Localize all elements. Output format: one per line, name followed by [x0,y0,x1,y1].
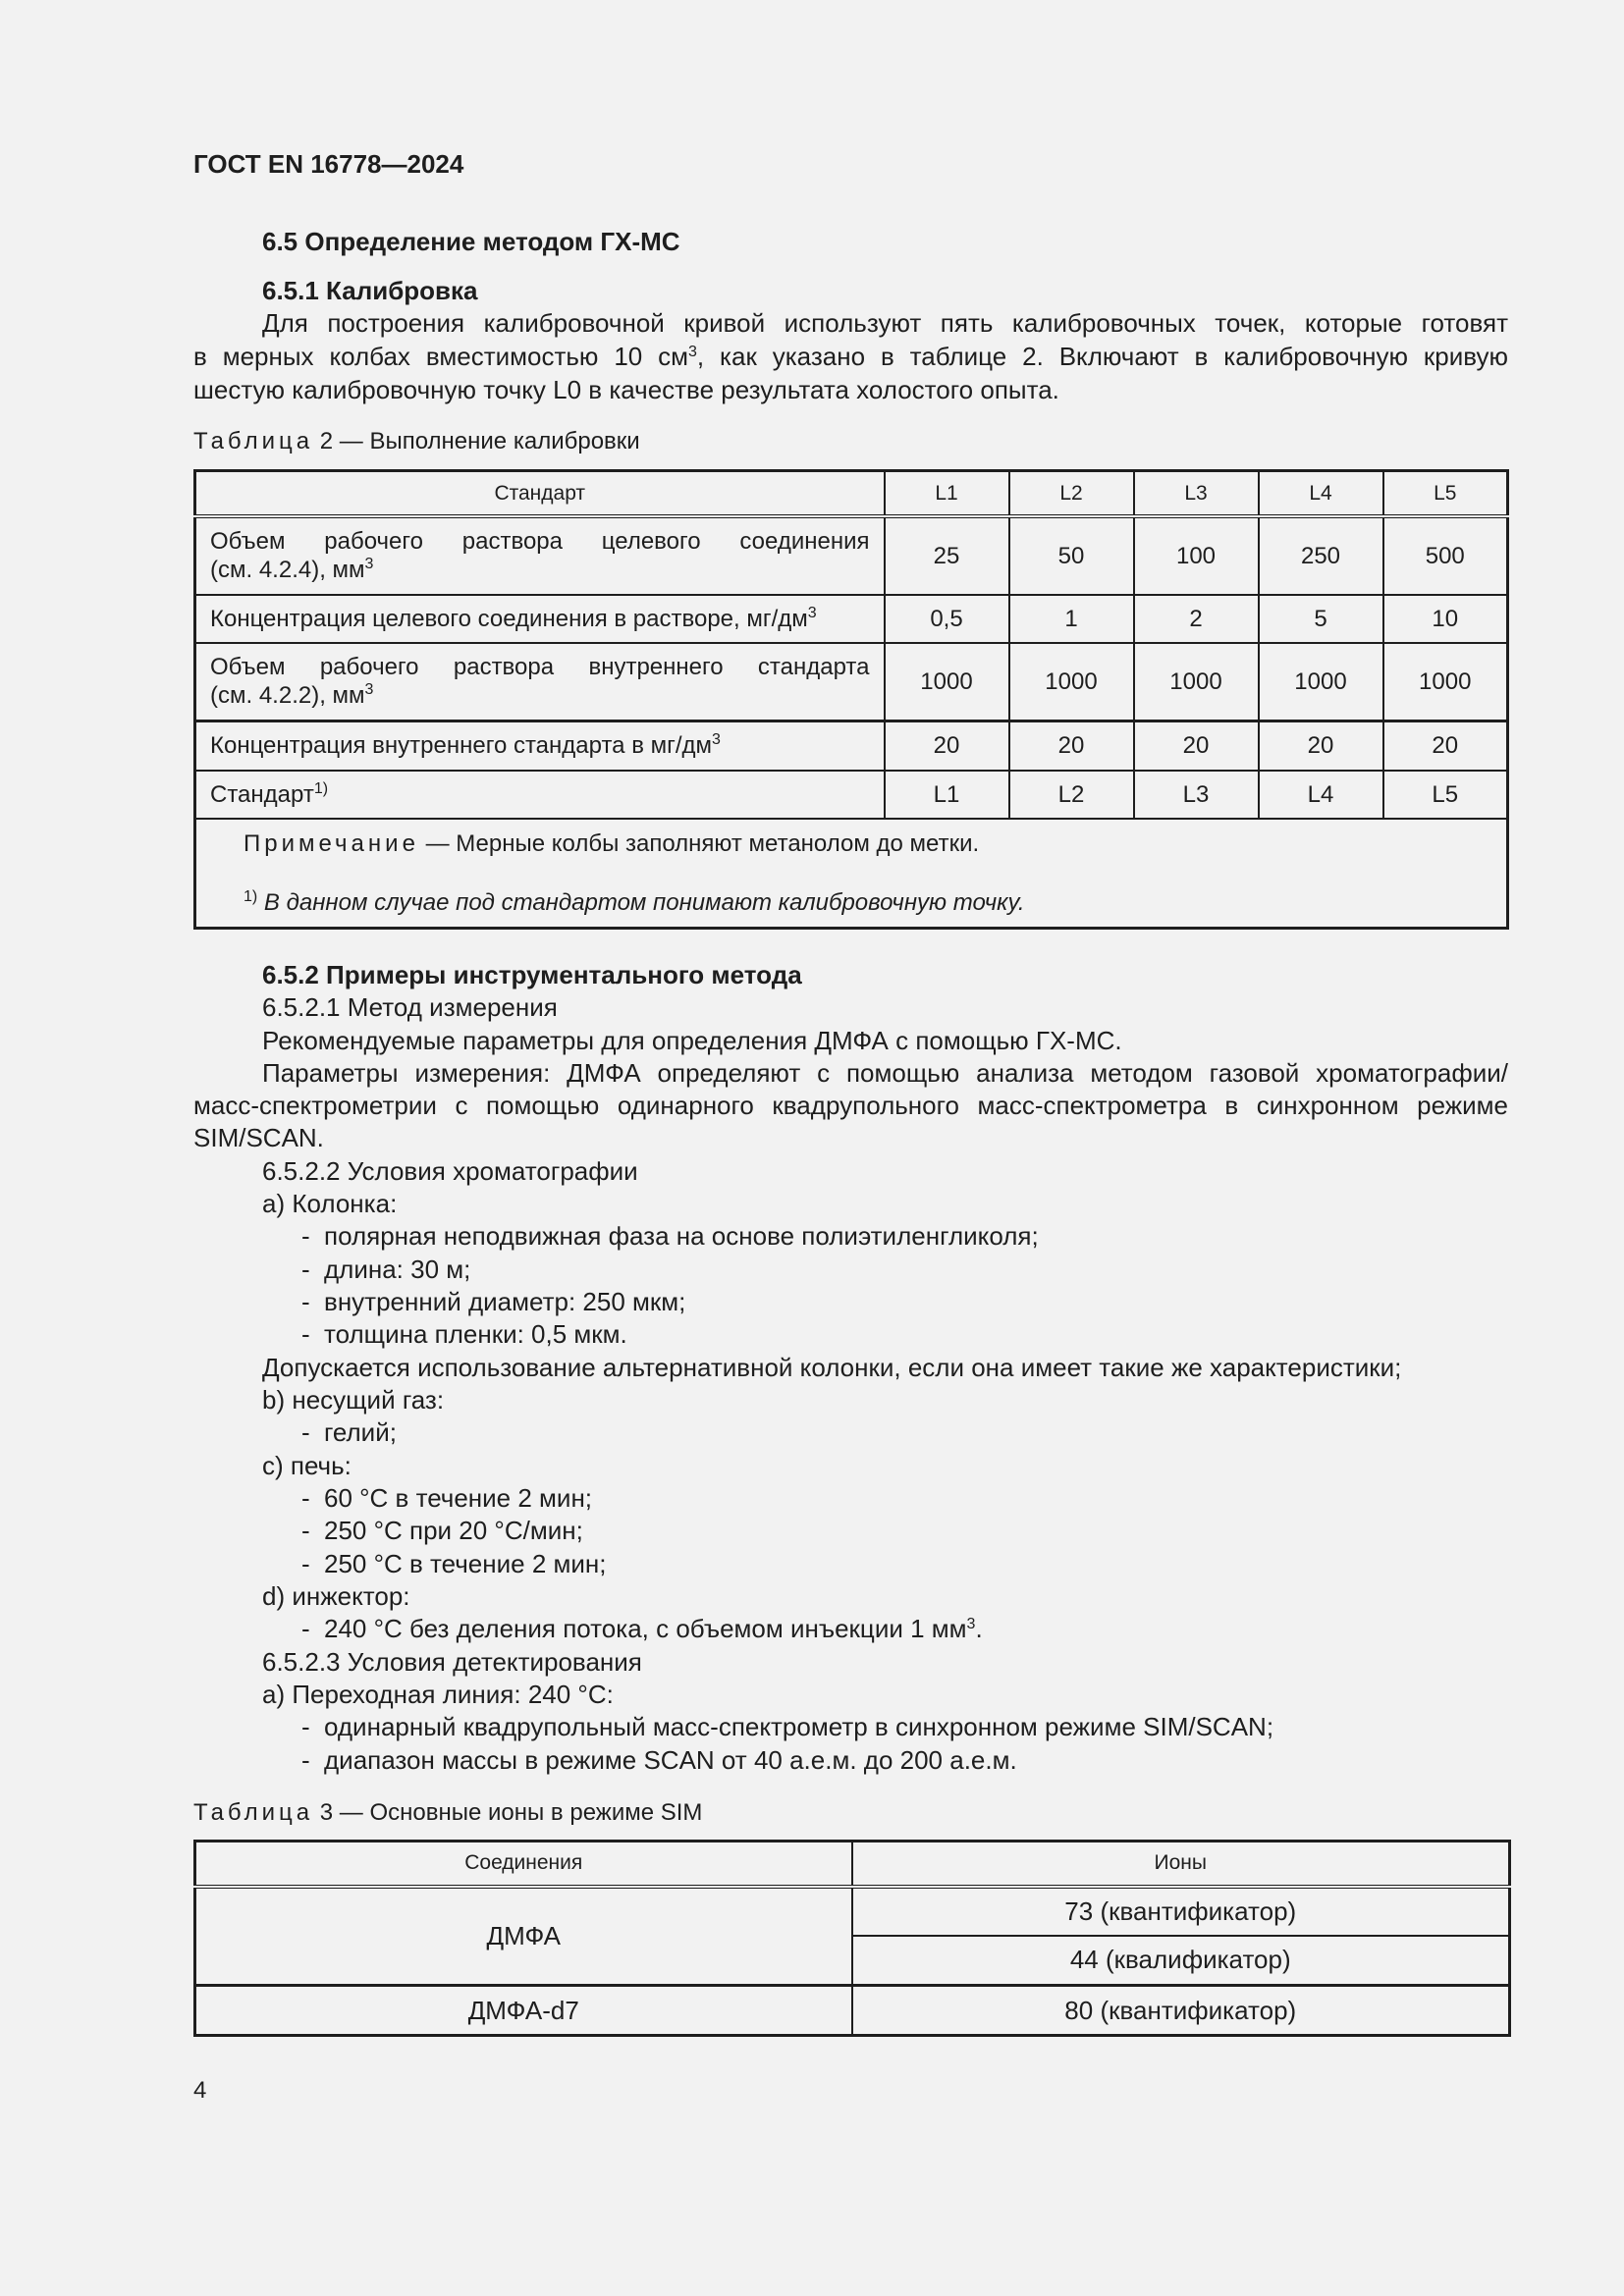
page-number: 4 [193,2077,207,2104]
list-item: 60 °С в течение 2 мин; [324,1483,593,1513]
cell: L2 [1009,771,1134,819]
dash: - [301,1712,310,1741]
calibration-table [193,469,1509,930]
dash: - [301,1549,310,1578]
cell: 1000 [1259,643,1383,721]
cell: 5 [1259,595,1383,643]
table-row [195,516,1508,595]
table-row [195,1986,1510,2036]
header-cell: L5 [1383,471,1508,516]
cell: 1000 [1383,643,1508,721]
ions-table [193,1840,1511,2037]
compound-cell: ДМФА [195,1887,852,1986]
dash: - [301,1516,310,1545]
compound-cell: ДМФА-d7 [195,1986,852,2036]
dash: - [301,1287,310,1316]
cell: 20 [1383,721,1508,771]
table-row [195,771,1508,819]
dash: - [301,1221,310,1251]
cell: 10 [1383,595,1508,643]
cell: 0,5 [885,595,1009,643]
paragraph-line: Для построения калибровочной кривой используют пять калибровочных точек, которые готовят [262,308,1508,338]
document-header: ГОСТ EN 16778—2024 [193,149,464,179]
paragraph-line: Допускается использование альтернативной колонки, если она имеет такие же характеристики; [262,1353,1402,1382]
row-label: Концентрация внутреннего стандарта в $мг/дм^3$ [195,721,885,771]
cell: 20 [1134,721,1259,771]
list-item: длина: 30 м; [324,1255,471,1284]
list-item: толщина пленки: 0,5 мкм. [324,1319,627,1349]
list-item: внутренний диаметр: 250 мкм; [324,1287,686,1316]
table-row [195,595,1508,643]
list-item: c) печь: [262,1451,352,1480]
cell: 1 [1009,595,1134,643]
cell: L4 [1259,771,1383,819]
subsection-title: 6.5.1 Калибровка [262,276,478,305]
list-item: b) несущий газ: [262,1385,445,1415]
table-note-row [195,819,1508,929]
dash: - [301,1255,310,1284]
subsection-title: 6.5.2 Примеры инструментального метода [262,960,802,989]
table-caption: Таблица 3 — Основные ионы в режиме SIM [193,1799,703,1826]
header-cell: Стандарт [195,471,885,516]
list-item: a) Переходная линия: 240 °С: [262,1680,614,1709]
dash: - [301,1614,310,1643]
ion-cell: 80 (квантификатор) [852,1986,1510,2036]
paragraph-line: в мерных колбах вместимостью 10 $см^3$, как указано в таблице 2. Включают в калибровочную кривую [193,342,1508,371]
cell: 2 [1134,595,1259,643]
paragraph-line: шестую калибровочную точку L0 в качестве результата холостого опыта. [193,375,1059,404]
cell: L1 [885,771,1009,819]
cell: 20 [1259,721,1383,771]
clause-title: 6.5.2.1 Метод измерения [262,992,558,1022]
row-label: Стандарт$^{1)}$ [195,771,885,819]
paragraph-line: SIM/SCAN. [193,1123,324,1152]
clause-title: 6.5.2.3 Условия детектирования [262,1647,642,1677]
section-title: 6.5 Определение методом ГХ-МС [262,227,680,256]
cell: L3 [1134,771,1259,819]
cell: 1000 [885,643,1009,721]
dash: - [301,1483,310,1513]
table-row [195,1887,1510,1936]
row-label: Концентрация целевого соединения в растворе, $мг/дм^3$ [195,595,885,643]
list-item: 240 °С без деления потока, с объемом инъекции 1 $мм^3$. [324,1614,983,1643]
cell: 20 [1009,721,1134,771]
header-cell: L3 [1134,471,1259,516]
ion-cell: 73 (квантификатор) [852,1887,1510,1936]
row-label: Объем рабочего раствора внутреннего стандарта (см. 4.2.2), $мм^3$ [195,643,885,721]
header-cell: L1 [885,471,1009,516]
cell: 500 [1383,516,1508,595]
dash: - [301,1319,310,1349]
dash: - [301,1417,310,1447]
paragraph-line: масс-спектрометрии с помощью одинарного квадрупольного масс-спектрометра в синхронном режиме [193,1091,1508,1120]
header-cell: Соединения [195,1842,852,1887]
cell: 1000 [1009,643,1134,721]
table-note [195,819,1508,929]
list-item: одинарный квадрупольный масс-спектрометр в синхронном режиме SIM/SCAN; [324,1712,1274,1741]
cell: 50 [1009,516,1134,595]
list-item: 250 °С в течение 2 мин; [324,1549,607,1578]
list-item: полярная неподвижная фаза на основе полиэтиленгликоля; [324,1221,1039,1251]
header-cell: L2 [1009,471,1134,516]
cell: 25 [885,516,1009,595]
footnote: $^{1)}$ В данном случае под стандартом понимают калибровочную точку. [244,887,1025,916]
list-item: 250 °С при 20 °С/мин; [324,1516,583,1545]
cell: 1000 [1134,643,1259,721]
header-cell: Ионы [852,1842,1510,1887]
paragraph-line: Рекомендуемые параметры для определения ДМФА с помощью ГХ-МС. [262,1026,1122,1055]
table-row [195,721,1508,771]
note-text: Примечание — Мерные колбы заполняют метанолом до метки. [244,829,980,857]
cell: 250 [1259,516,1383,595]
header-cell: L4 [1259,471,1383,516]
dash: - [301,1745,310,1775]
cell: 20 [885,721,1009,771]
cell: 100 [1134,516,1259,595]
row-label: Объем рабочего раствора целевого соединения (см. 4.2.4), $мм^3$ [195,516,885,595]
list-item: гелий; [324,1417,397,1447]
ion-cell: 44 (квалификатор) [852,1936,1510,1986]
table-caption: Таблица 2 — Выполнение калибровки [193,428,640,454]
clause-title: 6.5.2.2 Условия хроматографии [262,1156,638,1186]
table-row [195,643,1508,721]
cell: L5 [1383,771,1508,819]
paragraph-line: Параметры измерения: ДМФА определяют с помощью анализа методом газовой хроматографии/ [262,1058,1508,1088]
list-item: d) инжектор: [262,1581,410,1611]
list-item: a) Колонка: [262,1189,398,1218]
list-item: диапазон массы в режиме SCAN от 40 а.е.м. до 200 а.е.м. [324,1745,1017,1775]
